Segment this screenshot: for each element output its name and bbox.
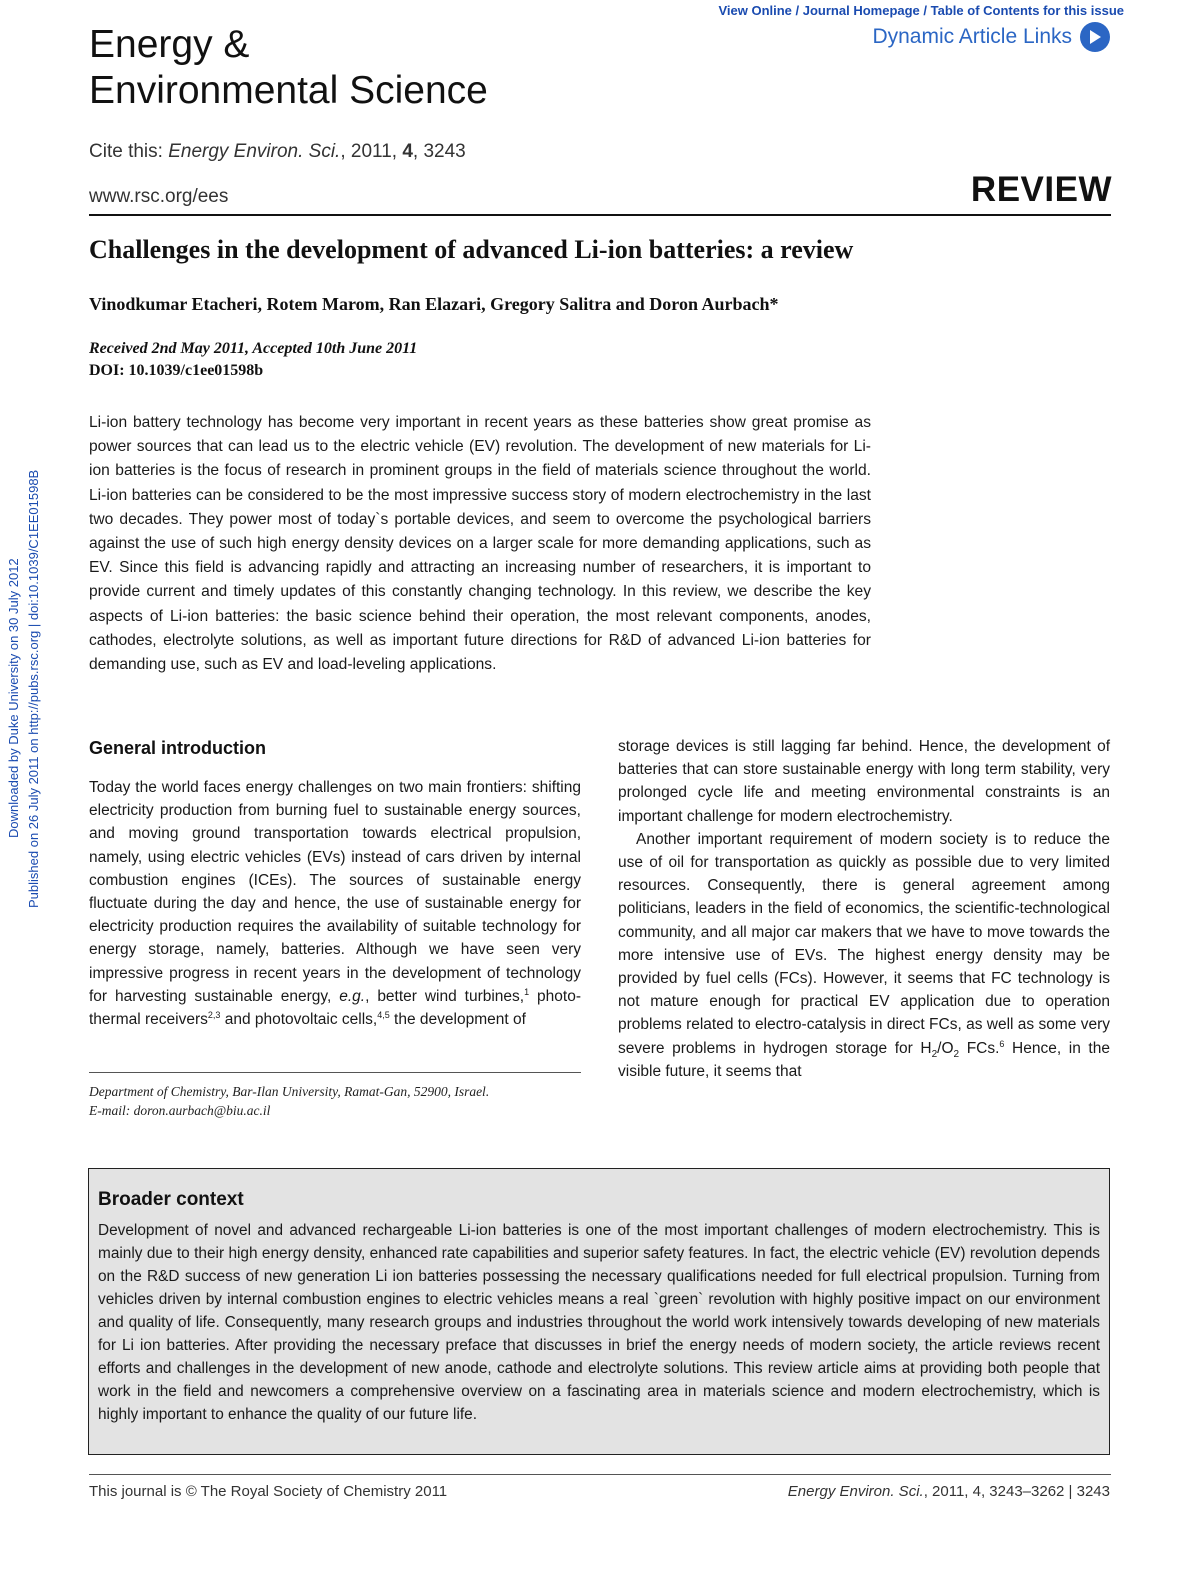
broader-context-text: Development of novel and advanced rechargeable Li-ion batteries is one of the most important challenges of modern electrochemistry. This is mainly due to their high energy density, enhanced rate capabilities and superior safety features. In fact, the electric vehicle (EV) revolution depends on the R&D success of new generation Li ion batteries possessing the necessary qualifications needed for full electrical propulsion. Turning from vehicles driven by internal combustion engines to electric vehicles means a real `green` revolution with highly positive impact on our environment and quality of life. Consequently, many research groups and industries throughout the world work intensively towards developing of new materials for Li ion batteries. After providing the necessary preface that discusses in brief the energy needs of modern society, the article reviews recent efforts and challenges in the development of new anode, cathode and electrolyte solutions. This review article aims at providing both people that work in the field and newcomers a comprehensive overview on a fascinating area in materials science and modern electrochemistry, which is highly important to enhance the quality of our future life. — [98, 1222, 1100, 1423]
ref-2-3[interactable]: 2,3 — [207, 1009, 221, 1020]
header-divider — [89, 214, 1111, 216]
table-of-contents-link[interactable]: Table of Contents for this issue — [930, 3, 1124, 18]
link-separator: / — [795, 3, 803, 18]
cite-volume: 4 — [402, 141, 413, 162]
cite-journal: Energy Environ. Sci. — [168, 141, 341, 162]
cite-prefix: Cite this: — [89, 141, 169, 162]
ref-4-5[interactable]: 4,5 — [377, 1009, 390, 1020]
footer-journal: Energy Environ. Sci. — [787, 1483, 924, 1500]
intro-paragraph-3: Another important requirement of modern society is to reduce the use of oil for transportation as quickly as possible due to very limited resources. Consequently, there is general agreement among politicians, leaders in the field of economics, the scientific-technological community, and all major car makers that we have to move towards the more intensive use of EVs. The highest energy density may be provided by fuel cells (FCs). However, it seems that FC technology is not mature enough for practical EV application due to operation problems related to electro-catalysis in direct FCs, as well as some very severe problems in hydrogen storage for $H_2/O_2$ FCs.$^6$ Hence, in the visible future, it seems that — [618, 830, 1110, 1080]
view-online-link[interactable]: View Online — [718, 3, 792, 18]
intro-paragraph-2: storage devices is still lagging far behind. Hence, the development of batteries that can store sustainable energy with long term stability, very prolonged cycle life and meeting environmental constraints is an important challenge for modern electrochemistry. — [618, 738, 1110, 825]
received-dates: Received 2nd May 2011, Accepted 10th June 2011 — [89, 340, 418, 357]
footer-copyright: This journal is © The Royal Society of Chemistry 2011 — [89, 1483, 448, 1500]
ref-1[interactable]: 1 — [524, 986, 530, 997]
journal-homepage-link[interactable]: Journal Homepage — [802, 3, 920, 18]
abstract: Li-ion battery technology has become very important in recent years as these batteries show great promise as power sources that can lead us to the electric vehicle (EV) revolution. The development of new materials for Li-ion batteries is the focus of research in prominent groups in the field of materials science throughout the world. Li-ion batteries can be considered to be the most impressive success story of modern electrochemistry in the last two decades. They power most of today`s portable devices, and seem to overcome the psychological barriers against the use of such high energy density devices on a larger scale for more demanding applications, such as EV. Since this field is advancing rapidly and attracting an increasing number of researchers, it is important to provide current and timely updates of this constantly changing technology. In this review, we describe the key aspects of Li-ion batteries: the basic science behind their operation, the most relevant components, anodes, cathodes, electrolyte solutions, as well as important future directions for R&D of advanced Li-ion batteries for demanding use, such as EV and load-leveling applications. — [89, 414, 871, 674]
eg-italic: e.g. — [339, 987, 366, 1005]
ref-6[interactable]: 6 — [999, 1038, 1005, 1049]
cite-page: , 3243 — [412, 141, 466, 162]
journal-name — [89, 22, 488, 114]
downloaded-by-text: Downloaded by Duke University on 30 July 2012 — [6, 558, 21, 838]
affiliation-divider — [89, 1072, 581, 1073]
journal-url[interactable]: www.rsc.org/ees — [89, 186, 229, 207]
doi-line[interactable]: DOI: 10.1039/c1ee01598b — [89, 362, 264, 379]
download-info-strip — [0, 400, 50, 920]
footer-pages: , 2011, 4, 3243–3262 | 3243 — [923, 1483, 1110, 1500]
link-separator: / — [923, 3, 931, 18]
footer-citation — [788, 1483, 1110, 1500]
dynamic-article-links[interactable] — [872, 22, 1110, 52]
cite-year: , 2011, — [340, 141, 403, 162]
article-type-label: REVIEW — [970, 170, 1112, 209]
top-links — [718, 3, 1124, 18]
broader-context-box — [88, 1168, 1110, 1455]
intro-paragraph-1: Today the world faces energy challenges on two main frontiers: shifting electricity production from burning fuel to sustainable energy sources, and moving ground transportation towards electrical propulsion, namely, using electric vehicles (EVs) instead of cars driven by internal combustion engines (ICEs). The sources of sustainable energy fluctuate during the day and hence, the use of sustainable energy for electricity production requires the availability of suitable technology for energy storage, namely, batteries. Although we have seen very impressive progress in recent years in the development of technology for harvesting sustainable energy, e.g., better wind turbines,$^1$ photo-thermal receivers$^{2,3}$ and photovoltaic cells,$^{4,5}$ the development of — [89, 779, 581, 1029]
journal-name-line1: Energy & — [89, 23, 250, 66]
broader-context-heading: Broader context — [98, 1189, 244, 1210]
intro-right-column — [618, 735, 1110, 1083]
section-heading-general-introduction: General introduction — [89, 738, 267, 758]
play-arrow-icon[interactable] — [1080, 22, 1110, 52]
dynamic-article-links-label: Dynamic Article Links — [872, 25, 1072, 48]
journal-name-line2: Environmental Science — [89, 69, 488, 112]
affiliation — [89, 1082, 581, 1120]
intro-left-column — [89, 776, 581, 1031]
published-on-text[interactable]: Published on 26 July 2011 on http://pubs.rsc.org | doi:10.1039/C1EE01598B — [26, 469, 41, 908]
citation — [89, 141, 466, 163]
affiliation-email[interactable]: E-mail: doron.aurbach@biu.ac.il — [89, 1103, 271, 1118]
affiliation-department: Department of Chemistry, Bar-Ilan University, Ramat-Gan, 52900, Israel. — [89, 1084, 490, 1099]
article-title: Challenges in the development of advanced Li-ion batteries: a review — [89, 235, 854, 264]
author-list: Vinodkumar Etacheri, Rotem Marom, Ran Elazari, Gregory Salitra and Doron Aurbach* — [89, 294, 779, 314]
footer-divider — [89, 1474, 1111, 1475]
